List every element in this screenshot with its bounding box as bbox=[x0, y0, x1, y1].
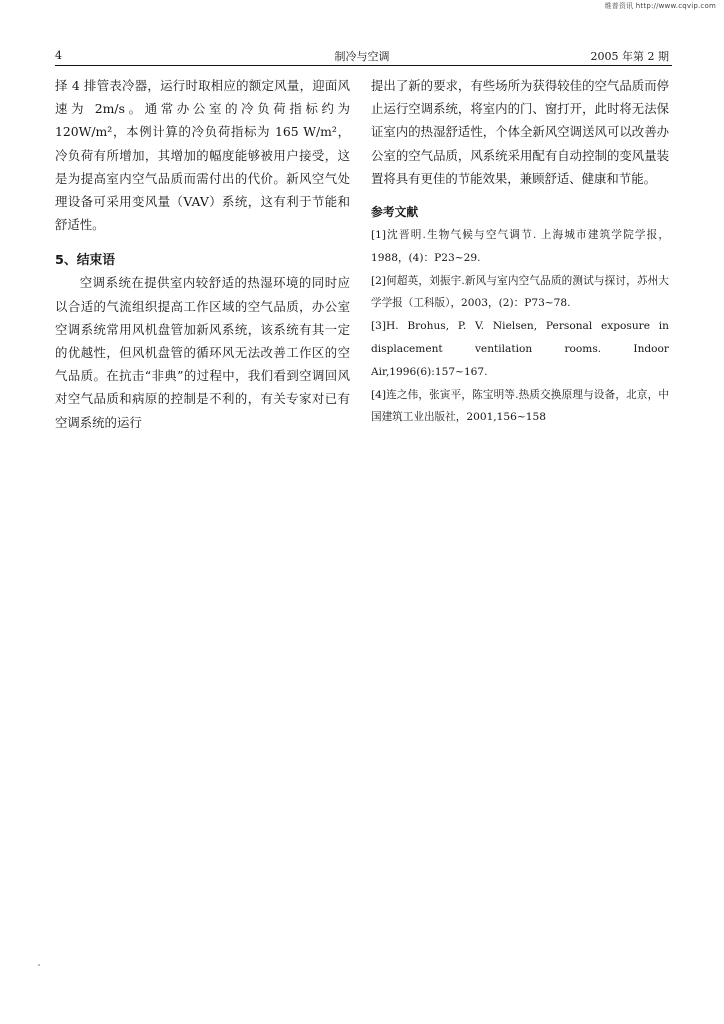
reference-item: [2]何超英，刘振宇.新风与室内空气品质的测试与探讨，苏州大学学报（工科版），2003，(2)：P73~78. bbox=[371, 274, 669, 310]
reference-list bbox=[371, 224, 669, 429]
body-paragraph: 择 4 排管表冷器，运行时取相应的额定风量，迎面风速为 2m/s。通常办公室的冷负荷指标约为 120W/m²，本例计算的冷负荷指标为 165 W/m²，冷负荷有所增加，其增加的幅度能够被用户接受，这是为提高室内空气品质而需付出的代价。新风空气处理设备可采用变风量（VAV）系统，这有利于节能和舒适性。 bbox=[55, 78, 350, 233]
left-column bbox=[55, 74, 350, 434]
right-column bbox=[371, 74, 669, 429]
reference-item: [4]连之伟，张寅平，陈宝明等.热质交换原理与设备，北京，中国建筑工业出版社，2001,156~158 bbox=[371, 388, 669, 424]
references-heading: 参考文献 bbox=[371, 205, 419, 220]
watermark-text: 维普资讯 http://www.cqvip.com bbox=[604, 2, 716, 10]
header-rule bbox=[55, 65, 672, 66]
reference-item: [3]H. Brohus, P. V. Nielsen, Personal exposure in displacement ventilation rooms. Indoor Air,1996(6):157~167. bbox=[371, 320, 669, 378]
body-paragraph: 提出了新的要求，有些场所为获得较佳的空气品质而停止运行空调系统，将室内的门、窗打开，此时将无法保证室内的热湿舒适性，个体全新风空调送风可以改善办公室的空气品质，风系统采用配有自动控制的变风量装置将具有更佳的节能效果，兼顾舒适、健康和节能。 bbox=[371, 78, 669, 186]
page-number: 4 bbox=[55, 49, 62, 62]
body-paragraph: 空调系统在提供室内较舒适的热湿环境的同时应以合适的气流组织提高工作区域的空气品质，办公室空调系统常用风机盘管加新风系统，该系统有其一定的优越性，但风机盘管的循环风无法改善工作区的空气品质。在抗击“非典”的过程中，我们看到空调回风对空气品质和病原的控制是不利的，有关专家对已有空调系统的运行 bbox=[55, 275, 350, 430]
issue-label: 2005 年第 2 期 bbox=[590, 50, 669, 63]
journal-title: 制冷与空调 bbox=[334, 50, 390, 63]
scan-speck bbox=[38, 964, 40, 966]
running-header bbox=[55, 47, 669, 63]
section-heading-conclusion: 5、结束语 bbox=[55, 253, 116, 269]
reference-item: [1]沈晋明.生物气候与空气调节. 上海城市建筑学院学报，1988，(4)：P23~29. bbox=[371, 229, 669, 264]
